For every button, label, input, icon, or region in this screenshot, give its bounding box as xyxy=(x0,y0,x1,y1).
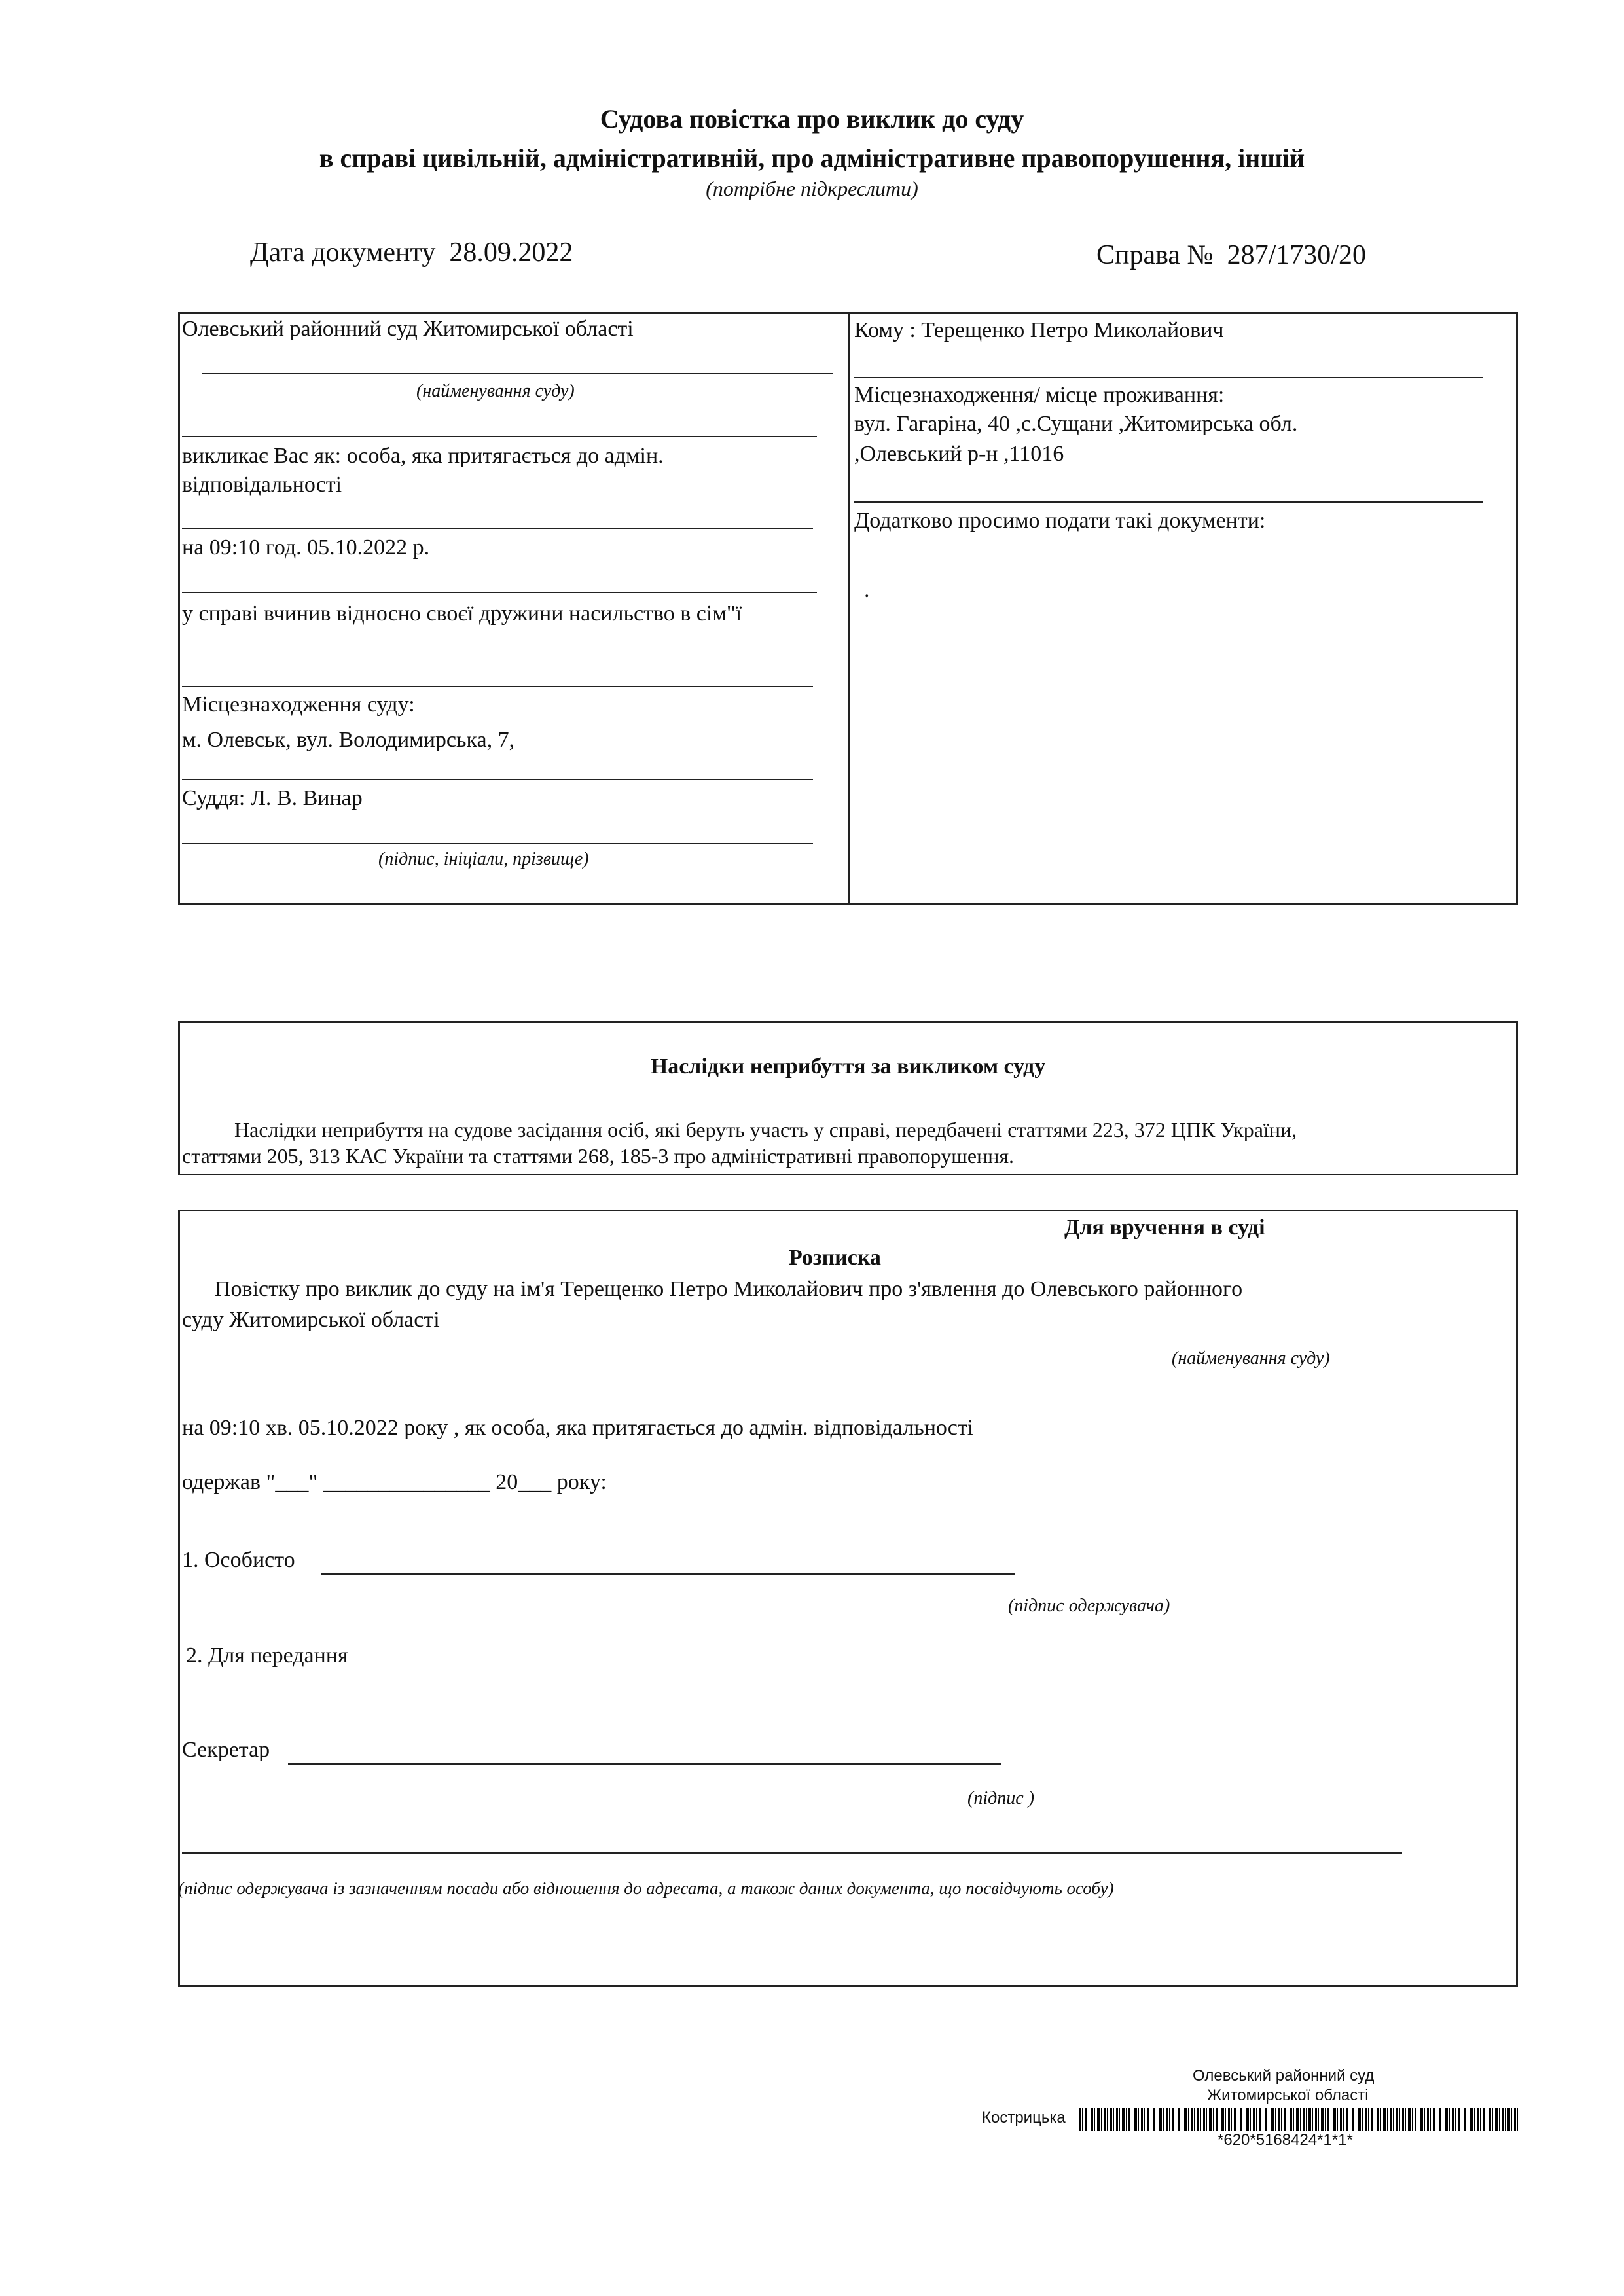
transfer-label: 2. Для передання xyxy=(186,1643,348,1668)
consequences-text-cont: статтями 205, 313 КАС України та статтями 268, 185-3 про адміністративні правопорушення. xyxy=(182,1144,1015,1168)
consequences-text: Наслідки неприбуття на судове засідання осіб, які беруть участь у справі, передбачені статтями 223, 372 ЦПК України, xyxy=(234,1118,1297,1141)
secretary-signature-caption: (підпис ) xyxy=(967,1788,1035,1808)
received-date-line: одержав "___" _______________ 20___ року: xyxy=(182,1470,607,1494)
recipient-name: Кому : Терещенко Петро Миколайович xyxy=(854,318,1224,342)
document-date: Дата документу 28.09.2022 xyxy=(250,238,573,268)
receipt-time: на 09:10 хв. 05.10.2022 року , як особа, яка притягається до адмін. відповідальності xyxy=(182,1416,974,1440)
receipt-text-cont: суду Житомирської області xyxy=(182,1308,440,1332)
judge-name: Суддя: Л. В. Винар xyxy=(182,786,363,810)
summons-role: викликає Вас як: особа, яка притягається до адмін. xyxy=(182,444,664,468)
rule xyxy=(182,779,813,780)
recipient-signature-caption: (підпис одержувача із зазначенням посади або відношення до адресата, а також даних документа, що посвідчують особу) xyxy=(178,1878,1114,1898)
receipt-title: Розписка xyxy=(789,1246,881,1270)
hearing-time: на 09:10 год. 05.10.2022 р. xyxy=(182,535,430,560)
rule xyxy=(182,436,817,437)
barcode-image xyxy=(1079,2108,1519,2131)
secretary-label: Секретар xyxy=(182,1738,270,1762)
personal-delivery-label: 1. Особисто xyxy=(182,1548,295,1572)
rule xyxy=(182,528,813,529)
for-court-label: Для вручення в суді xyxy=(1064,1215,1265,1240)
rule xyxy=(182,843,813,844)
underline-note: (потрібне підкреслити) xyxy=(706,177,918,200)
stamp-court-name: Олевський районний суд xyxy=(1193,2067,1375,2085)
case-subject: у справі вчинив відносно своєї дружини насильство в сім"ї xyxy=(182,601,742,626)
court-location-label: Місцезнаходження суду: xyxy=(182,692,415,717)
document-subtitle: в справі цивільній, адміністративній, про адміністративне правопорушення, іншій xyxy=(319,143,1305,173)
summons-role-cont: відповідальності xyxy=(182,473,342,497)
receipt-text: Повістку про виклик до суду на ім'я Терещенко Петро Миколайович про з'явлення до Олевського районного xyxy=(215,1277,1243,1301)
personal-signature-caption: (підпис одержувача) xyxy=(1008,1596,1170,1616)
rule xyxy=(182,686,813,687)
residence-address-cont: ,Олевський р-н ,11016 xyxy=(854,442,1064,466)
court-barcode-stamp xyxy=(982,2067,1519,2152)
summons-divider xyxy=(848,312,850,905)
personal-signature-line xyxy=(321,1573,1015,1575)
case-number: Справа № 287/1730/20 xyxy=(1096,240,1366,270)
secretary-signature-line xyxy=(288,1763,1001,1765)
residence-address: вул. Гагаріна, 40 ,с.Сущани ,Житомирська обл. xyxy=(854,412,1298,436)
rule xyxy=(202,373,833,374)
barcode-code: *620*5168424*1*1* xyxy=(1218,2131,1353,2149)
court-name: Олевський районний суд Житомирської області xyxy=(182,317,634,341)
stamp-court-region: Житомирської області xyxy=(1207,2087,1369,2104)
rule xyxy=(854,501,1483,503)
residence-label: Місцезнаходження/ місце проживання: xyxy=(854,383,1225,407)
stamp-clerk-name: Кострицька xyxy=(982,2109,1066,2126)
consequences-title: Наслідки неприбуття за викликом суду xyxy=(650,1054,1046,1079)
extra-documents-value: . xyxy=(864,578,870,602)
receipt-court-caption: (найменування суду) xyxy=(1172,1348,1330,1369)
judge-caption: (підпис, ініціали, прізвище) xyxy=(378,849,589,869)
court-name-caption: (найменування суду) xyxy=(416,381,575,401)
recipient-signature-line xyxy=(182,1852,1402,1854)
document-title: Судова повістка про виклик до суду xyxy=(600,104,1024,134)
court-location-value: м. Олевськ, вул. Володимирська, 7, xyxy=(182,728,515,752)
rule xyxy=(182,592,817,593)
rule xyxy=(854,377,1483,378)
extra-documents: Додатково просимо подати такі документи: xyxy=(854,509,1266,533)
